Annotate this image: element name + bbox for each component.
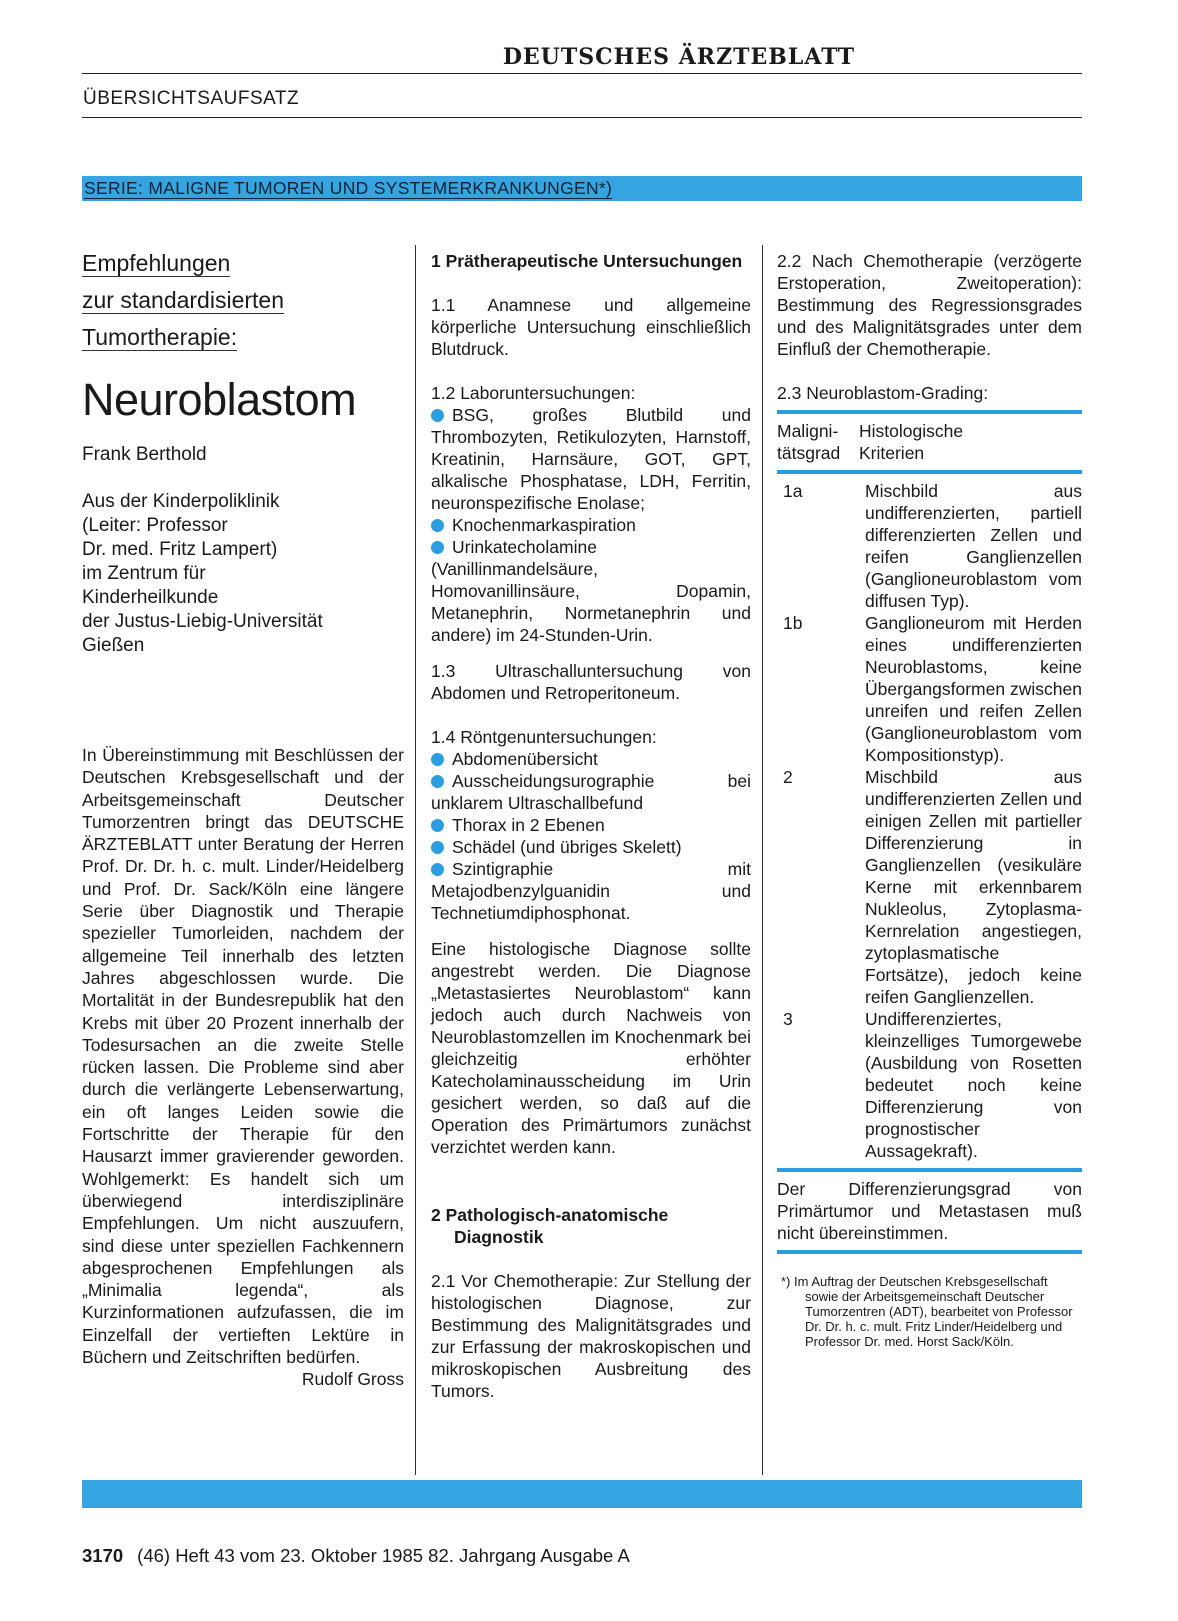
list-item: Ausscheidungsurographie bei unklarem Ultraschallbefund — [431, 771, 751, 813]
header-rule — [82, 73, 1082, 74]
column-divider — [762, 245, 763, 1475]
grade-id: 2 — [783, 767, 793, 787]
paragraph: 1.3 Ultraschalluntersuchung von Abdomen und Retroperitoneum. — [431, 661, 751, 703]
grade-id: 1a — [783, 481, 803, 501]
footnote: *) Im Auftrag der Deutschen Krebsgesellschaft sowie der Arbeitsgemeinschaft Deutscher Tumorzentren (ADT), bearbeitet von Professor Dr. Dr. h. c. mult. Fritz Linder/Heidelberg und Professor Dr. med. Horst Sack/Köln. — [781, 1274, 1073, 1349]
list-item: Knochenmarkaspiration — [431, 514, 751, 536]
table-header — [777, 420, 1082, 464]
paragraph: 1.1 Anamnese und allgemeine körperliche Untersuchung einschließlich Blutdruck. — [431, 295, 751, 359]
table-row — [777, 766, 1082, 1008]
column-left — [82, 245, 404, 658]
author: Frank Berthold — [82, 444, 207, 465]
intro-text — [82, 744, 404, 1391]
page-footer — [82, 1545, 630, 1567]
list-item: Abdomenübersicht — [431, 748, 751, 770]
section-label: ÜBERSICHTSAUFSATZ — [83, 88, 300, 109]
bottom-band — [82, 1480, 1082, 1508]
page-number: 3170 — [82, 1545, 124, 1566]
column-divider — [415, 245, 416, 1475]
paragraph: 1.2 Laboruntersuchungen: — [431, 383, 636, 403]
column-right — [777, 250, 1082, 1349]
table-rule — [777, 1250, 1082, 1254]
paragraph: 2.2 Nach Chemotherapie (verzögerte Erstoperation, Zweitoperation): Bestimmung des Regressionsgrades und des Malignitätsgrades unter dem Einfluß der Chemotherapie. — [777, 251, 1082, 359]
table-row — [777, 612, 1082, 766]
grade-text: Mischbild aus undifferenzierten Zellen und einigen Zellen mit partieller Differenzierung in Ganglienzellen (vesikuläre Kerne mit erkennbarem Nukleolus, Zytoplasma-Kernrelation angestiegen, zytoplasmatische Fortsätze), jedoch keine reifen Ganglienzellen. — [865, 767, 1082, 1007]
intro-signature: Rudolf Gross — [301, 1369, 404, 1390]
grade-id: 3 — [783, 1009, 793, 1029]
paragraph: 2.3 Neuroblastom-Grading: — [777, 383, 989, 403]
grade-text: Ganglioneurom mit Herden eines undifferenzierten Neuroblastoms, keine Übergangsformen zwischen unreifen und reifen Zellen (Ganglioneuroblastom vom Kompositionstyp). — [865, 613, 1082, 765]
article-title-line: Tumortherapie: — [82, 324, 238, 350]
column-middle — [431, 250, 751, 1402]
list-item: Urinkatecholamine (Vanillinmandelsäure, Homovanillinsäure, Dopamin, Metanephrin, Normetanephrin und andere) im 24-Stunden-Urin. — [431, 537, 751, 645]
paragraph: Der Differenzierungsgrad von Primärtumor und Metastasen muß nicht übereinstimmen. — [777, 1179, 1082, 1243]
main-title: Neuroblastom — [82, 374, 357, 425]
grade-text: Undifferenziertes, kleinzelliges Tumorgewebe (Ausbildung von Rosetten bedeutet noch keine Differenzierung von prognostischer Aussagekraft). — [865, 1009, 1082, 1161]
list-item: Thorax in 2 Ebenen — [431, 814, 751, 836]
table-row — [777, 1008, 1082, 1162]
issue-info: (46) Heft 43 vom 23. Oktober 1985 82. Jahrgang Ausgabe A — [137, 1545, 630, 1566]
masthead: DEUTSCHES ÄRZTEBLATT — [502, 44, 856, 70]
article-title-line: Empfehlungen — [82, 250, 231, 276]
paragraph: 2.1 Vor Chemotherapie: Zur Stellung der histologischen Diagnose, zur Bestimmung des Malignitätsgrades und zur Erfassung der makroskopischen und mikroskopischen Ausbreitung des Tumors. — [431, 1271, 751, 1401]
table-row — [777, 480, 1082, 612]
table-rule — [777, 470, 1082, 474]
series-title: SERIE: MALIGNE TUMOREN UND SYSTEMERKRANKUNGEN*) — [84, 178, 613, 198]
paragraph: 1.4 Röntgenuntersuchungen: — [431, 727, 657, 747]
grade-id: 1b — [783, 613, 803, 633]
list-item: Szintigraphie mit Metajodbenzylguanidin und Technetiumdiphosphonat. — [431, 859, 751, 923]
table-rule — [777, 410, 1082, 414]
table-header-grade: Maligni- tätsgrad — [777, 421, 841, 463]
table-header-criteria: Histologische Kriterien — [859, 421, 964, 463]
list-item: Schädel (und übriges Skelett) — [431, 836, 751, 858]
table-rule — [777, 1168, 1082, 1172]
affiliation: Aus der Kinderpoliklinik (Leiter: Professor Dr. med. Fritz Lampert) im Zentrum für Kinderheilkunde der Justus-Liebig-Universität Gießen — [82, 491, 323, 656]
section-heading: 2 Pathologisch-anatomische Diagnostik — [431, 1205, 669, 1247]
list-item: BSG, großes Blutbild und Thrombozyten, Retikulozyten, Harnstoff, Kreatinin, Harnsäure, GOT, GPT, alkalische Phosphatase, LDH, Ferritin, neuronspezifische Enolase; — [431, 405, 751, 513]
section-heading: 1 Prätherapeutische Untersuchungen — [431, 251, 743, 271]
section-rule — [82, 117, 1082, 118]
intro-paragraph: In Übereinstimmung mit Beschlüssen der Deutschen Krebsgesellschaft und der Arbeitsgemeinschaft Deutscher Tumorzentren bringt das DEUTSCHE ÄRZTEBLATT unter Beratung der Herren Prof. Dr. Dr. h. c. mult. Linder/Heidelberg und Prof. Dr. Sack/Köln eine längere Serie über Diagnostik und Therapie spezieller Tumorleiden, nachdem der allgemeine Teil innerhalb des letzten Jahres abgeschlossen wurde. Die Mortalität in der Bundesrepublik hat den Krebs mit über 20 Prozent innerhalb der Todesursachen an die zweite Stelle rücken lassen. Die Probleme sind aber durch die verlängerte Lebenserwartung, ein oft langes Leiden sowie die Fortschritte der Therapie für den Hausarzt immer gravierender geworden. Wohlgemerkt: Es handelt sich um überwiegend interdisziplinäre Empfehlungen. Um nicht auszuufern, sind diese unter speziellen Fachkennern abgesprochenen Empfehlungen als „Minimalia legenda“, als Kurzinformationen aufzufassen, die im Einzelfall der vertieften Lektüre in Büchern und Zeitschriften bedürfen. — [82, 745, 404, 1368]
paragraph: Eine histologische Diagnose sollte angestrebt werden. Die Diagnose „Metastasiertes Neuroblastom“ kann jedoch auch durch Nachweis von Neuroblastomzellen im Knochenmark bei gleichzeitig erhöhter Katecholaminausscheidung im Urin gesichert werden, so daß auf die Operation des Primärtumors zunächst verzichtet werden kann. — [431, 939, 751, 1157]
article-title-line: zur standardisierten — [82, 287, 284, 313]
grade-text: Mischbild aus undifferenzierten, partiell differenzierten Zellen und reifen Ganglienzellen (Ganglioneuroblastom vom diffusen Typ). — [865, 481, 1082, 611]
